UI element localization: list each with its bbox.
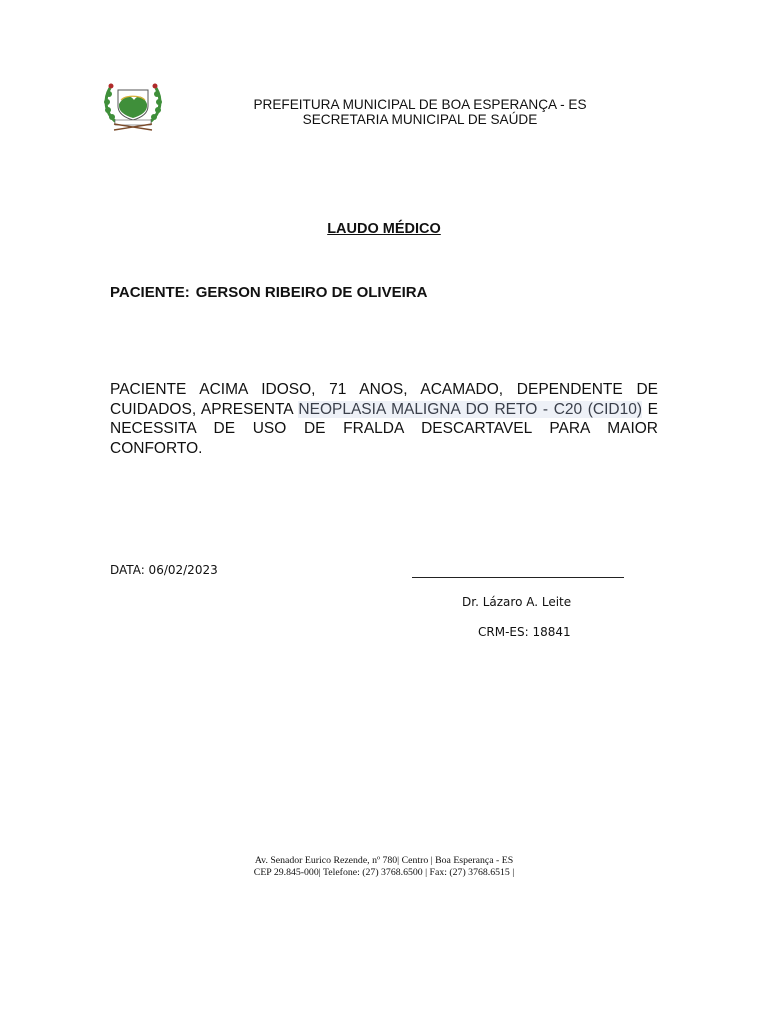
doctor-crm: CRM-ES: 18841 <box>478 625 571 639</box>
doctor-name: Dr. Lázaro A. Leite <box>462 595 572 609</box>
patient-label: PACIENTE: <box>110 284 190 301</box>
patient-line <box>110 284 427 301</box>
footer-address-line: Av. Senador Eurico Rezende, nº 780| Centro | Boa Esperança - ES <box>254 855 514 866</box>
report-body <box>110 380 658 458</box>
signature-line <box>412 577 624 578</box>
report-text-part1: PACIENTE ACIMA IDOSO, 71 ANOS, ACAMADO, DEPENDENTE DE CUIDADOS, APRESENTA <box>110 381 658 418</box>
patient-name: GERSON RIBEIRO DE OLIVEIRA <box>195 284 428 301</box>
letterhead <box>220 97 620 127</box>
report-text-part2: E NECESSITA DE USO DE FRALDA DESCARTAVEL PARA MAIOR CONFORTO. <box>110 400 658 457</box>
report-date: DATA: 06/02/2023 <box>110 563 218 577</box>
footer-contact-line: CEP 29.845-000| Telefone: (27) 3768.6500 | Fax: (27) 3768.6515 | <box>253 867 515 878</box>
diagnosis-highlight: NEOPLASIA MALIGNA DO RETO - C20 (CID10) <box>298 400 643 418</box>
department-name: SECRETARIA MUNICIPAL DE SAÚDE <box>302 112 538 127</box>
footer-address <box>0 855 768 879</box>
document-title: LAUDO MÉDICO <box>327 221 441 237</box>
municipal-coat-of-arms-logo <box>100 78 166 134</box>
municipality-name: PREFEITURA MUNICIPAL DE BOA ESPERANÇA - ES <box>253 97 587 112</box>
